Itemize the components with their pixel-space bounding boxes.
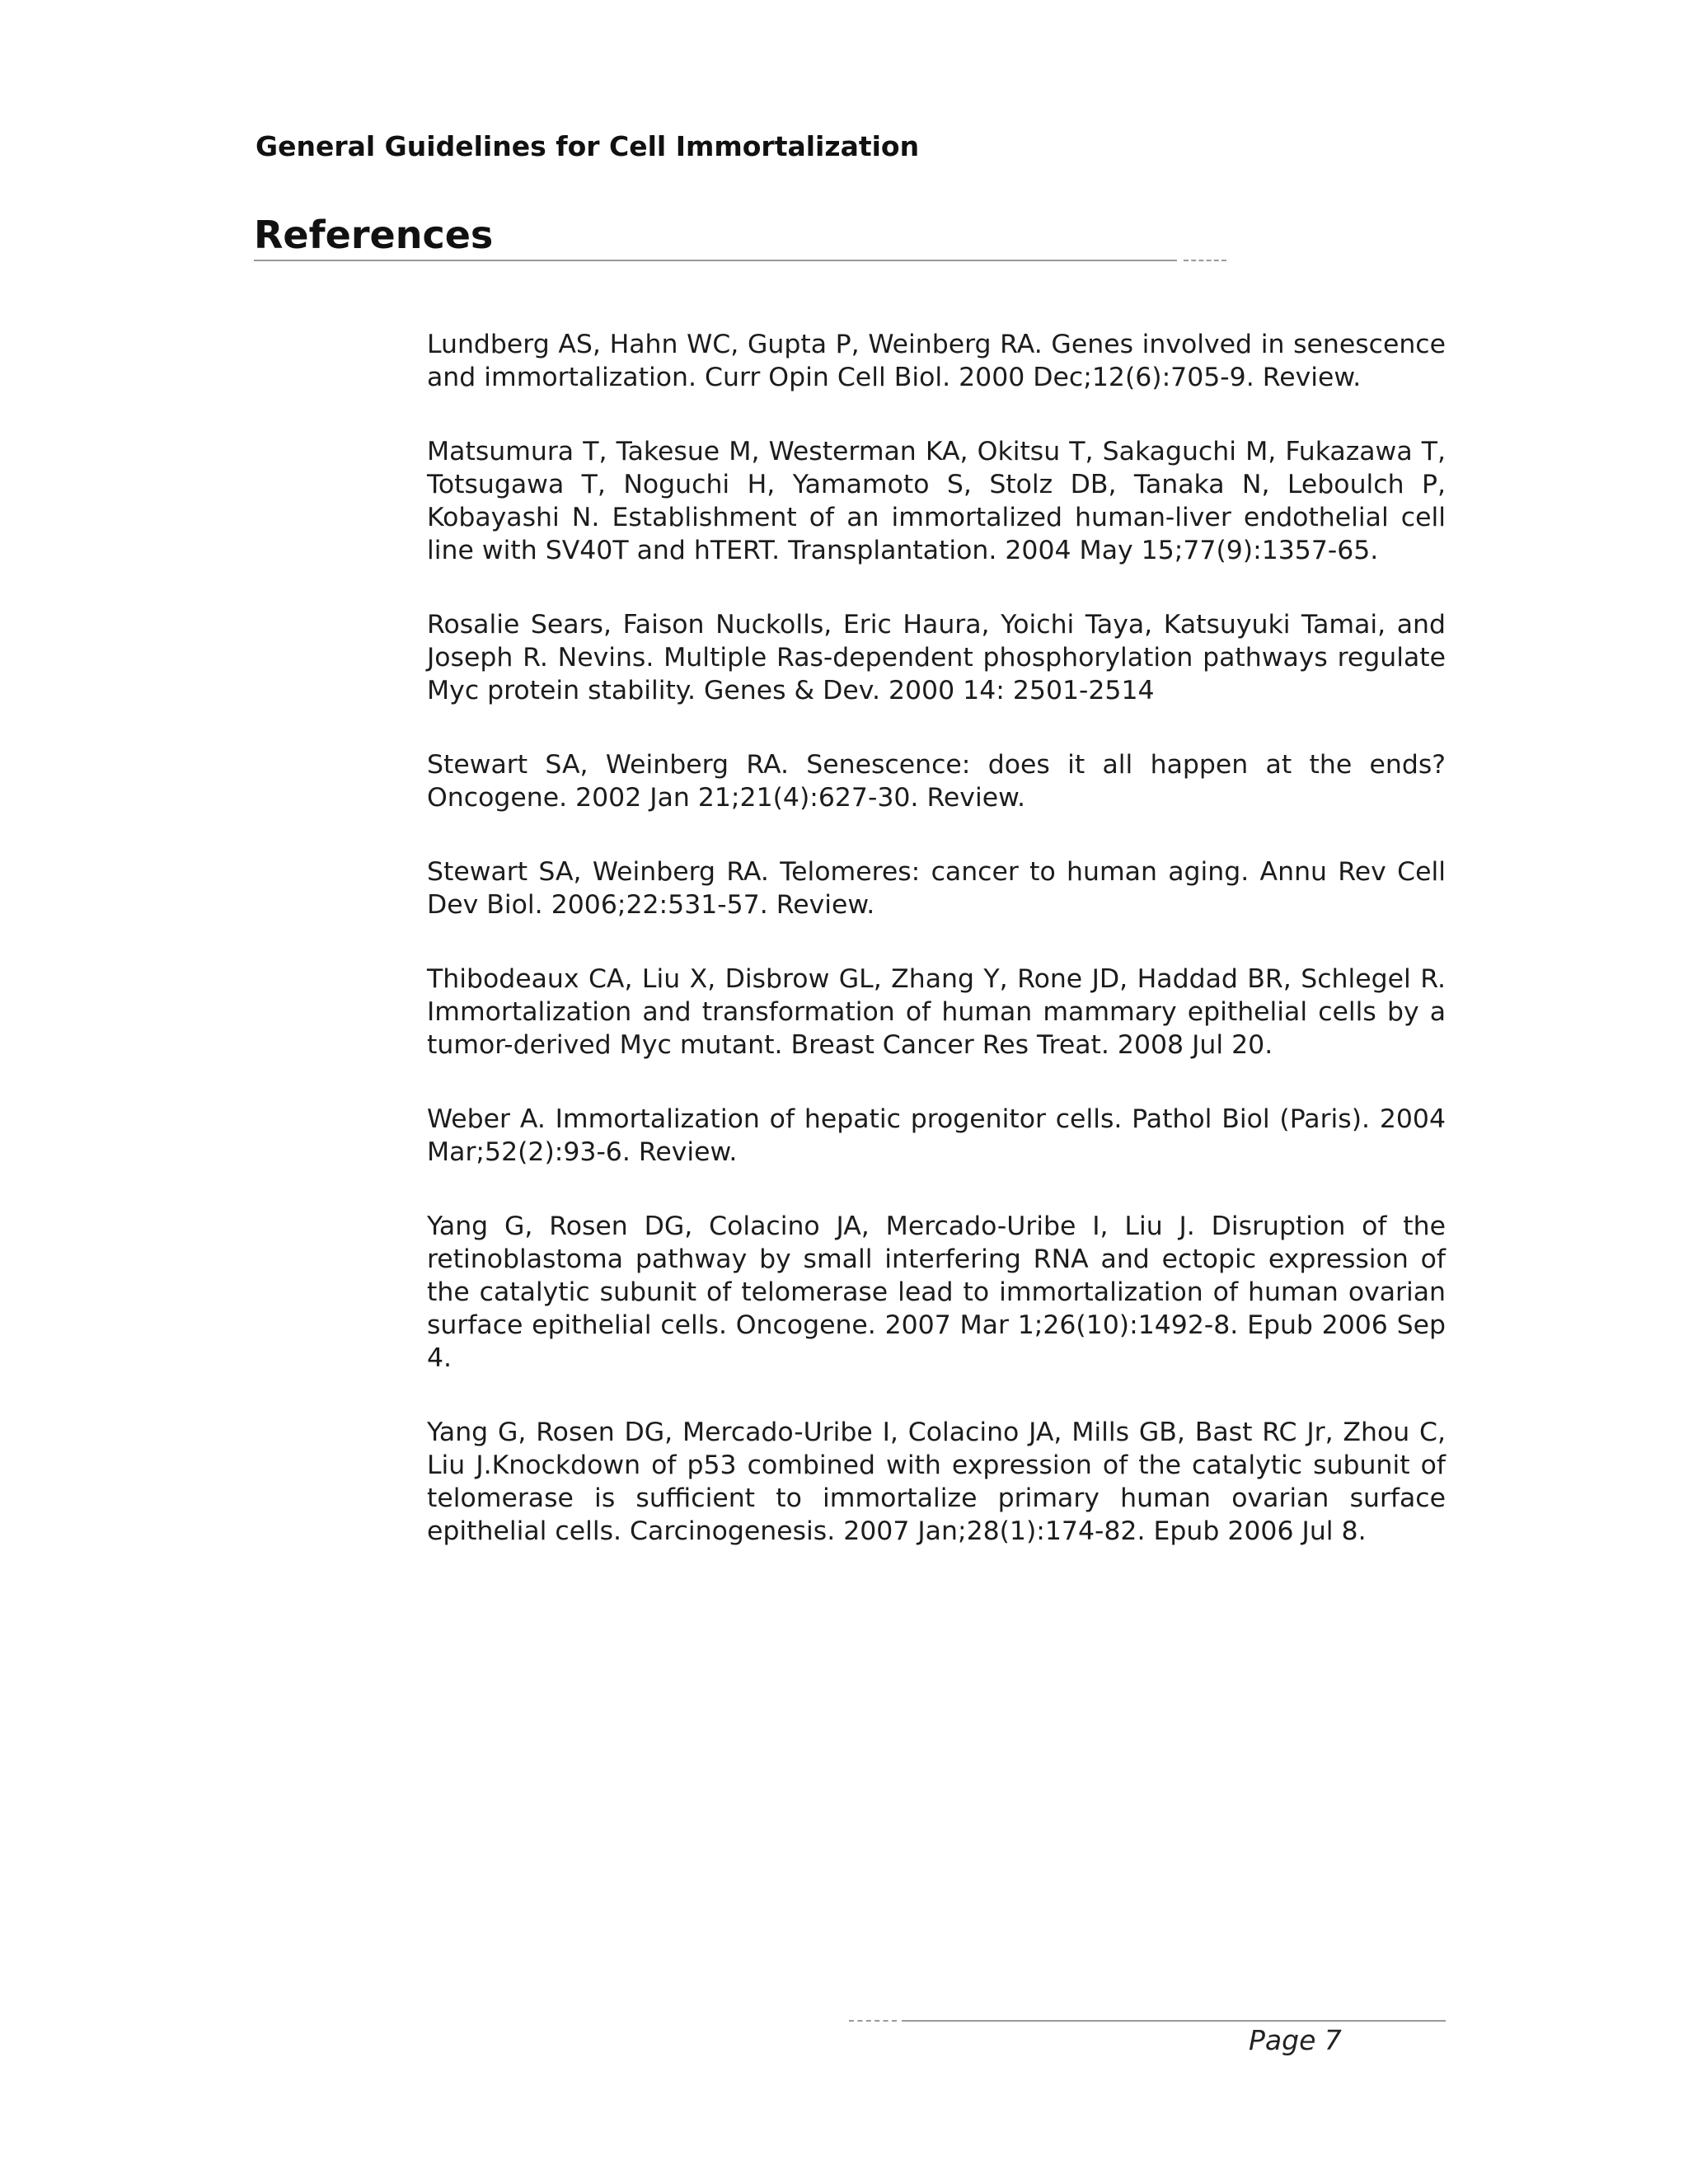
page-number: Page 7 [1249, 2024, 1342, 2056]
title-rule-tail [1184, 260, 1226, 261]
running-header: General Guidelines for Cell Immortalization [256, 130, 920, 162]
reference-item: Thibodeaux CA, Liu X, Disbrow GL, Zhang Y, Rone JD, Haddad BR, Schlegel R. Immortalization and transformation of human mammary epithelial cells by a tumor-derived Myc mutant. Breast Cancer Res Treat. 2008 Jul 20. [427, 964, 1446, 1060]
reference-item: Stewart SA, Weinberg RA. Senescence: does it all happen at the ends? Oncogene. 2002 Jan 21;21(4):627-30. Review. [427, 750, 1446, 813]
section-title: References [254, 213, 494, 257]
title-rule [254, 260, 1177, 261]
reference-item: Matsumura T, Takesue M, Westerman KA, Okitsu T, Sakaguchi M, Fukazawa T, Totsugawa T, Noguchi H, Yamamoto S, Stolz DB, Tanaka N, Leboulch P, Kobayashi N. Establishment of an immortalized human-liver endothelial cell line with SV40T and hTERT. Transplantation. 2004 May 15;77(9):1357-65. [427, 437, 1446, 565]
reference-item: Rosalie Sears, Faison Nuckolls, Eric Haura, Yoichi Taya, Katsuyuki Tamai, and Joseph R. Nevins. Multiple Ras-dependent phosphorylation pathways regulate Myc protein stability. Genes & Dev. 2000 14: 2501-2514 [427, 610, 1446, 705]
reference-list [427, 328, 1446, 1589]
footer-rule-dash [849, 2020, 897, 2022]
footer-rule [902, 2020, 1446, 2022]
reference-item: Lundberg AS, Hahn WC, Gupta P, Weinberg RA. Genes involved in senescence and immortalization. Curr Opin Cell Biol. 2000 Dec;12(6):705-9. Review. [427, 330, 1446, 392]
reference-item: Weber A. Immortalization of hepatic progenitor cells. Pathol Biol (Paris). 2004 Mar;52(2):93-6. Review. [427, 1104, 1446, 1167]
reference-item: Stewart SA, Weinberg RA. Telomeres: cancer to human aging. Annu Rev Cell Dev Biol. 2006;22:531-57. Review. [427, 857, 1446, 920]
reference-item: Yang G, Rosen DG, Colacino JA, Mercado-Uribe I, Liu J. Disruption of the retinoblastoma pathway by small interfering RNA and ectopic expression of the catalytic subunit of telomerase lead to immortalization of human ovarian surface epithelial cells. Oncogene. 2007 Mar 1;26(10):1492-8. Epub 2006 Sep 4. [427, 1212, 1446, 1373]
reference-item: Yang G, Rosen DG, Mercado-Uribe I, Colacino JA, Mills GB, Bast RC Jr, Zhou C, Liu J.Knockdown of p53 combined with expression of the catalytic subunit of telomerase is sufficient to immortalize primary human ovarian surface epithelial cells. Carcinogenesis. 2007 Jan;28(1):174-82. Epub 2006 Jul 8. [427, 1418, 1446, 1546]
